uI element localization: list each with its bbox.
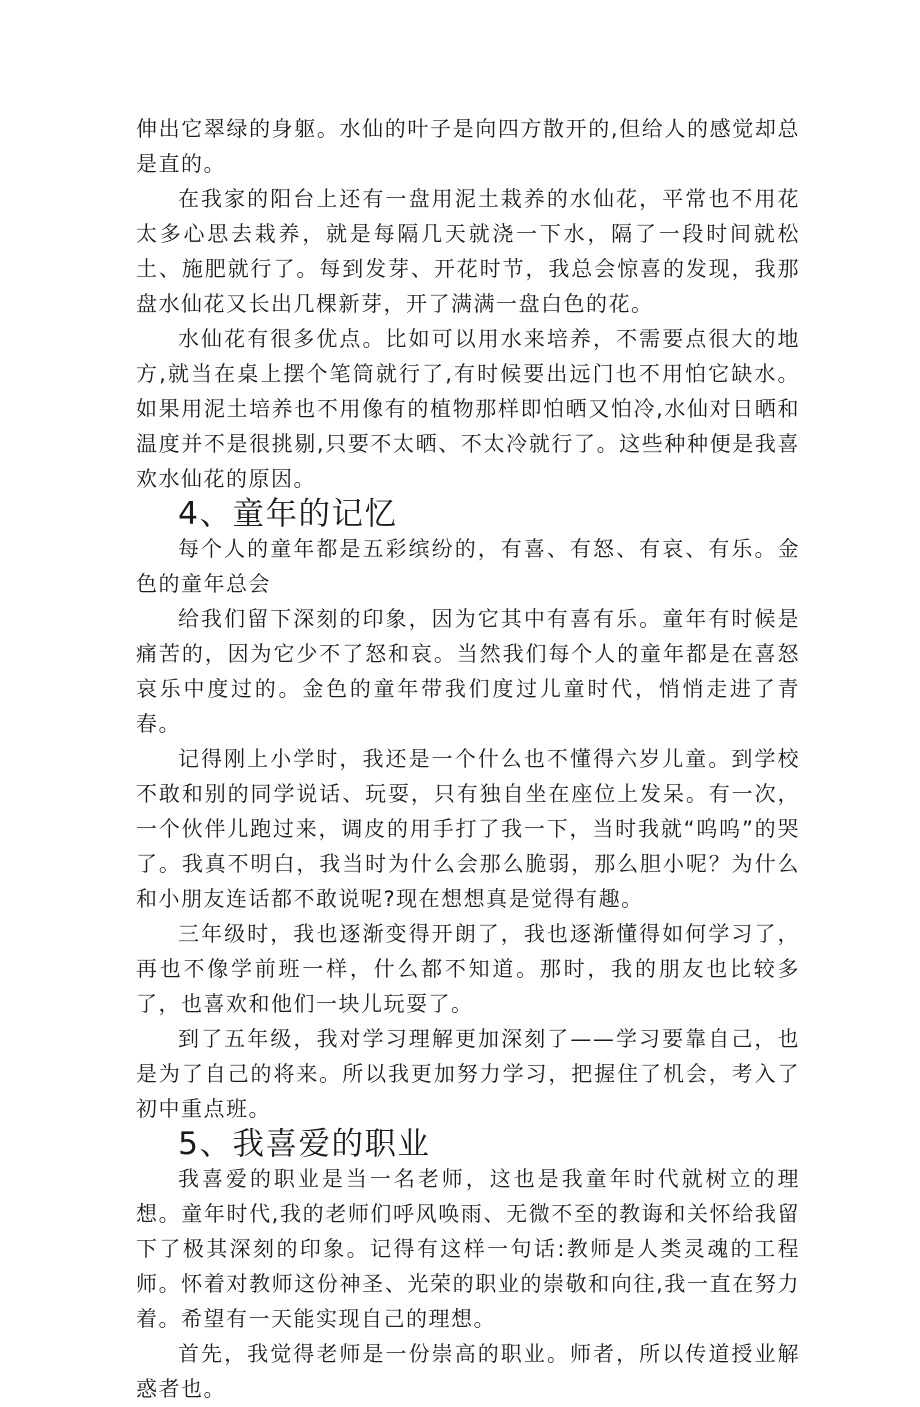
paragraph-colorful-childhood: 每个人的童年都是五彩缤纷的，有喜、有怒、有哀、有乐。金色的童年总会 xyxy=(136,537,800,596)
paragraph-deep-impression: 给我们留下深刻的印象，因为它其中有喜有乐。童年有时候是痛苦的，因为它少不了怒和哀。当然我们每个人的童年都是在喜怒哀乐中度过的。金色的童年带我们度过儿童时代，悄悄走进了青春。 xyxy=(136,607,800,736)
paragraph-noble-profession: 首先，我觉得老师是一份崇高的职业。师者，所以传道授业解惑者也。 xyxy=(136,1342,800,1401)
paragraph-third-grade: 三年级时，我也逐渐变得开朗了，我也逐渐懂得如何学习了，再也不像学前班一样，什么都不知道。那时，我的朋友也比较多了，也喜欢和他们一块儿玩耍了。 xyxy=(136,922,800,1016)
document-body xyxy=(136,112,800,1407)
paragraph-primary-school: 记得刚上小学时，我还是一个什么也不懂得六岁儿童。到学校不敢和别的同学说话、玩耍，只有独自坐在座位上发呆。有一次，一个伙伴儿跑过来，调皮的用手打了我一下，当时我就“呜呜”的哭了。我真不明白，我当时为什么会那么脆弱，那么胆小呢？为什么和小朋友连话都不敢说呢?现在想想真是觉得有趣。 xyxy=(136,747,800,911)
paragraph-balcony-narcissus: 在我家的阳台上还有一盘用泥土栽养的水仙花，平常也不用花太多心思去栽养，就是每隔几天就浇一下水，隔了一段时间就松土、施肥就行了。每到发芽、开花时节，我总会惊喜的发现，我那盘水仙花又长出几棵新芽，开了满满一盘白色的花。 xyxy=(136,187,800,316)
paragraph-narcissus-advantages: 水仙花有很多优点。比如可以用水来培养，不需要点很大的地方,就当在桌上摆个笔筒就行了,有时候要出远门也不用怕它缺水。如果用泥土培养也不用像有的植物那样即怕晒又怕冷,水仙对日晒和温度并不是很挑剔,只要不太晒、不太冷就行了。这些种种便是我喜欢水仙花的原因。 xyxy=(136,327,800,491)
section-heading-favorite-career: 5、我喜爱的职业 xyxy=(178,1126,431,1162)
paragraph-continuation: 伸出它翠绿的身躯。水仙的叶子是向四方散开的,但给人的感觉却总是直的。 xyxy=(136,117,800,176)
section-heading-childhood-memory: 4、童年的记忆 xyxy=(178,496,398,532)
paragraph-teacher-dream: 我喜爱的职业是当一名老师，这也是我童年时代就树立的理想。童年时代,我的老师们呼风唤雨、无微不至的教诲和关怀给我留下了极其深刻的印象。记得有这样一句话:教师是人类灵魂的工程师。怀着对教师这份神圣、光荣的职业的崇敬和向往,我一直在努力着。希望有一天能实现自己的理想。 xyxy=(136,1167,800,1331)
paragraph-fifth-grade: 到了五年级，我对学习理解更加深刻了——学习要靠自己，也是为了自己的将来。所以我更加努力学习，把握住了机会，考入了初中重点班。 xyxy=(136,1027,800,1121)
